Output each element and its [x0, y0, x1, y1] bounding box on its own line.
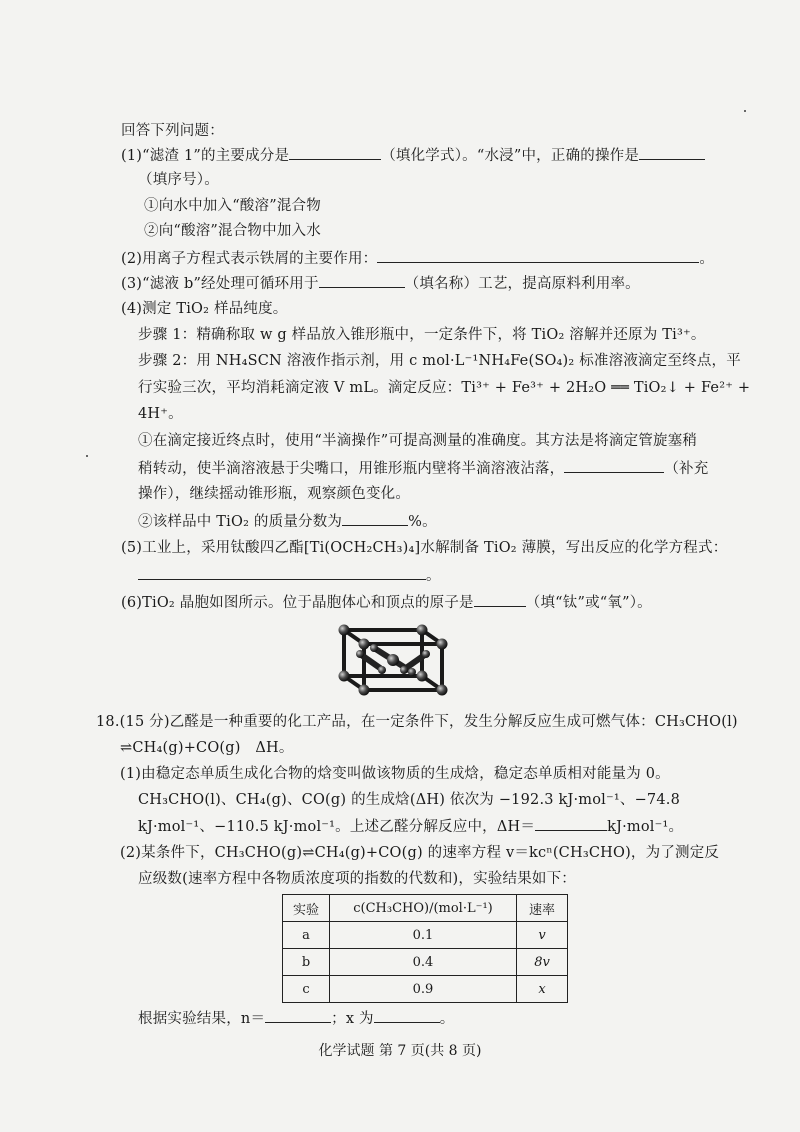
page-footer: 化学试题 第 7 页(共 8 页) — [318, 1043, 482, 1059]
table-cell: v — [517, 922, 568, 949]
q18-result-line — [138, 1008, 454, 1029]
q4-part1-a: ①在滴定接近终点时，使用“半滴操作”可提高测量的准确度。其方法是将滴定管旋塞稍 — [138, 433, 698, 449]
q18-head: 18.(15 分)乙醛是一种重要的化工产品，在一定条件下，发生分解反应生成可燃气体：CH₃CHO(l) — [96, 714, 738, 730]
q3-text-b: （填名称）工艺，提高原料利用率。 — [404, 276, 640, 292]
q4-blank-2[interactable] — [342, 511, 408, 526]
q18-part1-text: kJ·mol⁻¹、−110.5 kJ·mol⁻¹。上述乙醛分解反应中，ΔH＝ — [138, 819, 536, 835]
table-cell: c — [283, 976, 330, 1003]
q6-text-a: (6)TiO₂ 晶胞如图所示。位于晶胞体心和顶点的原子是 — [121, 595, 474, 611]
q6-blank[interactable] — [474, 592, 526, 607]
q5-line2 — [138, 565, 441, 586]
q4-step1: 步骤 1：精确称取 w g 样品放入锥形瓶中，一定条件下，将 TiO₂ 溶解并还原为 Ti³⁺。 — [138, 327, 706, 343]
q3-blank[interactable] — [319, 273, 405, 288]
table-header: c(CH₃CHO)/(mol·L⁻¹) — [330, 895, 517, 922]
q3-line — [121, 273, 640, 294]
q4-part1-d: 操作），继续摇动锥形瓶，观察颜色变化。 — [138, 486, 411, 502]
table-row — [283, 949, 568, 976]
q18-part1-b: CH₃CHO(l)、CH₄(g)、CO(g) 的生成焓(ΔH) 依次为 −192.3 kJ·mol⁻¹、−74.8 — [138, 792, 681, 808]
table-cell: x — [517, 976, 568, 1003]
q1-blank-2[interactable] — [639, 145, 705, 160]
q2-period: 。 — [699, 251, 715, 267]
q18-part1-unit: kJ·mol⁻¹。 — [607, 819, 684, 835]
q5-blank[interactable] — [138, 565, 426, 580]
scan-speck — [744, 110, 746, 112]
q4-step2-b: 行实验三次，平均消耗滴定液 V mL。滴定反应：Ti³⁺ + Fe³⁺ + 2H₂O ══ TiO₂↓ + Fe²⁺ + — [138, 380, 751, 396]
table-cell: 0.9 — [330, 976, 517, 1003]
q1-line1 — [121, 145, 705, 166]
q2-text: (2)用离子方程式表示铁屑的主要作用： — [121, 251, 378, 267]
experiment-table — [282, 894, 568, 1003]
q4-part1-supplement: （补充 — [664, 461, 709, 477]
tio2-crystal-cell-figure — [330, 618, 460, 698]
table-row — [283, 976, 568, 1003]
q18-result-x: ；x 为 — [331, 1011, 374, 1027]
q1-text-a: (1)“滤渣 1”的主要成分是 — [121, 148, 290, 164]
table-cell: 0.4 — [330, 949, 517, 976]
table-row — [283, 922, 568, 949]
q6-line — [121, 592, 652, 613]
q18-part1-a: (1)由稳定态单质生成化合物的焓变叫做该物质的生成焓，稳定态单质相对能量为 0。 — [120, 766, 670, 782]
q4-part2-percent: %。 — [408, 514, 437, 530]
table-header: 实验 — [283, 895, 330, 922]
q18-part2-b: 应级数(速率方程中各物质浓度项的指数的代数和)，实验结果如下： — [138, 871, 577, 887]
q1-blank-1[interactable] — [289, 145, 381, 160]
q1-option-2: ②向“酸溶”混合物中加入水 — [144, 223, 321, 239]
q4-title: (4)测定 TiO₂ 样品纯度。 — [121, 301, 288, 317]
q18-equation: ⇌CH₄(g)+CO(g) ΔH。 — [120, 740, 294, 756]
q4-step2-a: 步骤 2：用 NH₄SCN 溶液作指示剂，用 c mol·L⁻¹NH₄Fe(SO₄)₂ 标准溶液滴定至终点，平 — [138, 353, 741, 369]
q18-result-period: 。 — [439, 1011, 455, 1027]
table-cell: b — [283, 949, 330, 976]
q2-line — [121, 248, 714, 269]
q6-text-b: （填“钛”或“氧”）。 — [525, 595, 652, 611]
intro-text: 回答下列问题： — [121, 123, 224, 139]
q18-blank-dh[interactable] — [535, 816, 607, 831]
q5-period: 。 — [426, 568, 441, 584]
q1-line2: （填序号）。 — [138, 172, 219, 188]
q1-text-b: （填化学式）。“水浸”中，正确的操作是 — [381, 148, 640, 164]
table-cell: 0.1 — [330, 922, 517, 949]
q1-option-1: ①向水中加入“酸溶”混合物 — [144, 198, 321, 214]
q18-result-n: 根据实验结果，n＝ — [138, 1011, 266, 1027]
table-cell: a — [283, 922, 330, 949]
table-header-row — [283, 895, 568, 922]
q18-part1-c — [138, 816, 683, 837]
q18-blank-x[interactable] — [374, 1008, 440, 1023]
q5-line1: (5)工业上，采用钛酸四乙酯[Ti(OCH₂CH₃)₄]水解制备 TiO₂ 薄膜，写出反应的化学方程式： — [121, 540, 728, 556]
table-header: 速率 — [517, 895, 568, 922]
q4-part1-text: 稍转动，使半滴溶液悬于尖嘴口，用锥形瓶内壁将半滴溶液沾落， — [138, 461, 565, 477]
q4-blank-1[interactable] — [564, 458, 664, 473]
q18-blank-n[interactable] — [265, 1008, 331, 1023]
q3-text-a: (3)“滤液 b”经处理可循环用于 — [121, 276, 319, 292]
scan-speck — [86, 455, 88, 457]
table-cell: 8v — [517, 949, 568, 976]
q4-part1-b — [138, 458, 708, 479]
q4-step2-c: 4H⁺。 — [138, 406, 183, 422]
q18-part2-a: (2)某条件下，CH₃CHO(g)⇌CH₄(g)+CO(g) 的速率方程 v＝kcⁿ(CH₃CHO)，为了测定反 — [120, 845, 720, 861]
q2-blank[interactable] — [377, 248, 699, 263]
q4-part2 — [138, 511, 437, 532]
q4-part2-text: ②该样品中 TiO₂ 的质量分数为 — [138, 514, 343, 530]
